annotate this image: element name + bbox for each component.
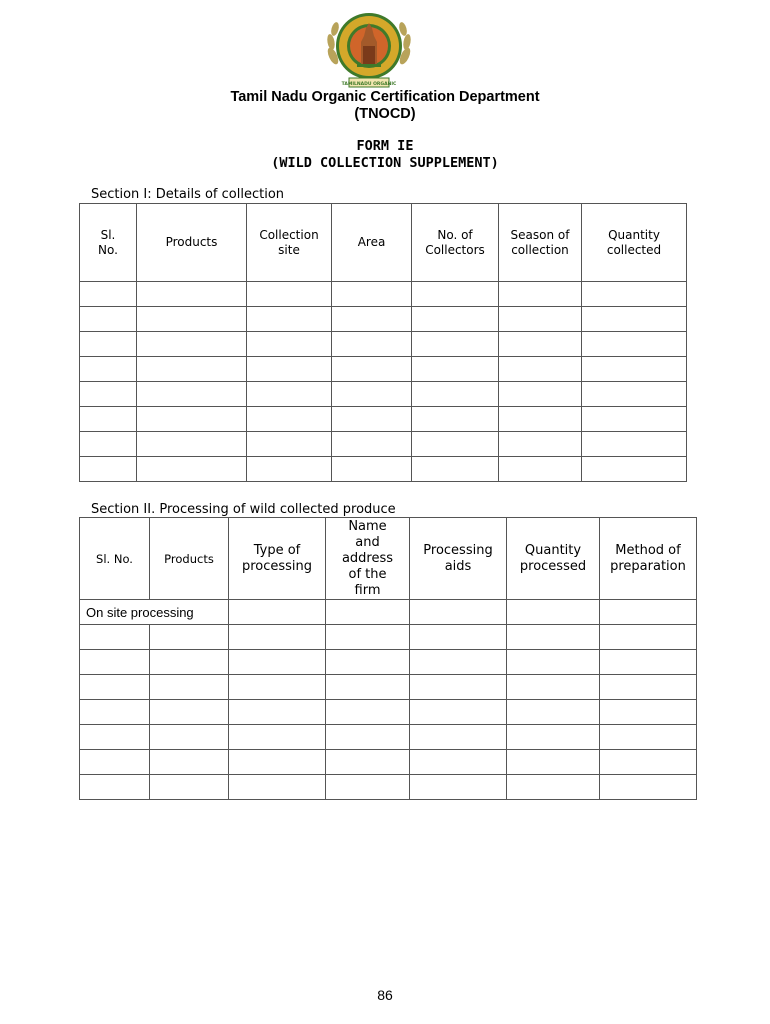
table-cell[interactable]	[229, 600, 326, 625]
table-row	[80, 457, 687, 482]
table-cell[interactable]	[600, 750, 697, 775]
column-header-text: address	[341, 550, 394, 566]
table-cell[interactable]	[229, 725, 326, 750]
table-cell[interactable]	[150, 750, 229, 775]
logo-caption: TAMILNADU ORGANIC	[341, 82, 397, 87]
table-cell[interactable]	[137, 357, 247, 382]
collection-body	[80, 282, 687, 482]
table-cell[interactable]	[507, 625, 600, 650]
table-cell[interactable]	[410, 775, 507, 800]
column-header-text: Products	[164, 551, 214, 566]
table-cell[interactable]	[326, 700, 410, 725]
table-cell[interactable]	[582, 457, 687, 482]
table-cell[interactable]	[80, 725, 150, 750]
table-cell[interactable]	[412, 282, 499, 307]
table-cell[interactable]	[229, 750, 326, 775]
processing-body	[80, 600, 697, 800]
table-row	[80, 700, 697, 725]
table-cell[interactable]	[412, 332, 499, 357]
table-cell[interactable]	[80, 750, 150, 775]
table-cell[interactable]	[80, 382, 137, 407]
table-cell[interactable]	[507, 700, 600, 725]
table-cell[interactable]	[412, 432, 499, 457]
column-header-text: Sl. No.	[96, 551, 133, 566]
table-cell[interactable]	[247, 457, 332, 482]
column-header	[247, 204, 332, 282]
table-row	[80, 282, 687, 307]
column-header-text: aids	[444, 558, 472, 574]
table-cell[interactable]	[410, 675, 507, 700]
table-cell[interactable]	[247, 282, 332, 307]
column-header	[229, 518, 326, 600]
table-cell[interactable]	[582, 357, 687, 382]
page-number: 86	[377, 987, 393, 1003]
column-header-text: Season of	[510, 227, 570, 242]
table-cell[interactable]	[247, 357, 332, 382]
table-cell[interactable]	[507, 650, 600, 675]
column-header	[410, 518, 507, 600]
table-row	[80, 775, 697, 800]
table-cell[interactable]	[507, 675, 600, 700]
table-cell[interactable]	[137, 407, 247, 432]
column-header-text: Collectors	[425, 242, 485, 257]
org-abbr: (TNOCD)	[354, 106, 416, 122]
column-header-text: Area	[357, 235, 386, 249]
column-header	[582, 204, 687, 282]
table-cell[interactable]	[247, 307, 332, 332]
column-header-text: Processing	[423, 542, 493, 558]
onsite-row	[80, 600, 697, 625]
table-cell[interactable]	[326, 775, 410, 800]
table-row	[80, 407, 687, 432]
tnocd-logo	[323, 10, 415, 90]
column-header	[499, 204, 582, 282]
table-cell[interactable]	[80, 307, 137, 332]
processing-header-row	[80, 518, 697, 600]
table-cell[interactable]	[150, 700, 229, 725]
table-cell[interactable]	[332, 382, 412, 407]
table-cell[interactable]	[80, 675, 150, 700]
collection-table	[79, 203, 687, 482]
table-cell[interactable]	[247, 382, 332, 407]
table-cell[interactable]	[326, 650, 410, 675]
column-header	[150, 518, 229, 600]
table-cell[interactable]	[410, 700, 507, 725]
table-cell[interactable]	[412, 307, 499, 332]
table-cell[interactable]	[412, 357, 499, 382]
table-cell[interactable]	[150, 775, 229, 800]
table-row	[80, 382, 687, 407]
table-cell[interactable]	[600, 625, 697, 650]
column-header-text: Sl.	[100, 227, 116, 242]
table-row	[80, 307, 687, 332]
table-cell[interactable]	[332, 407, 412, 432]
table-cell[interactable]	[137, 282, 247, 307]
column-header	[332, 204, 412, 282]
table-cell[interactable]	[229, 775, 326, 800]
table-cell[interactable]	[499, 432, 582, 457]
table-cell[interactable]	[326, 625, 410, 650]
form-title: FORM IE	[356, 138, 414, 154]
table-cell[interactable]	[499, 357, 582, 382]
form-subtitle: (WILD COLLECTION SUPPLEMENT)	[271, 155, 499, 171]
column-header-text: Quantity	[608, 227, 660, 242]
column-header	[137, 204, 247, 282]
table-cell[interactable]	[412, 382, 499, 407]
column-header-text: No.	[98, 242, 118, 257]
table-cell[interactable]	[332, 307, 412, 332]
table-cell[interactable]	[150, 650, 229, 675]
column-header-text: No. of	[437, 227, 473, 242]
table-cell[interactable]	[80, 282, 137, 307]
table-cell[interactable]	[410, 650, 507, 675]
table-row	[80, 725, 697, 750]
table-row	[80, 357, 687, 382]
table-cell[interactable]	[150, 675, 229, 700]
table-cell[interactable]	[499, 382, 582, 407]
column-header	[80, 204, 137, 282]
table-row	[80, 625, 697, 650]
column-header	[326, 518, 410, 600]
table-cell[interactable]	[410, 750, 507, 775]
table-row	[80, 432, 687, 457]
table-cell[interactable]	[137, 382, 247, 407]
table-cell[interactable]	[582, 332, 687, 357]
table-cell[interactable]	[137, 332, 247, 357]
table-row	[80, 650, 697, 675]
table-cell[interactable]	[499, 332, 582, 357]
column-header-text: preparation	[610, 558, 686, 574]
onsite-label: On site processing	[80, 600, 229, 625]
column-header-text: Type of	[253, 542, 301, 558]
column-header-text: Quantity	[524, 542, 582, 558]
table-cell[interactable]	[410, 600, 507, 625]
collection-header-row	[80, 204, 687, 282]
table-cell[interactable]	[150, 625, 229, 650]
table-cell[interactable]	[247, 432, 332, 457]
table-cell[interactable]	[332, 357, 412, 382]
column-header-text: site	[278, 242, 300, 257]
table-cell[interactable]	[600, 650, 697, 675]
table-cell[interactable]	[80, 432, 137, 457]
table-cell[interactable]	[332, 457, 412, 482]
section1-title: Section I: Details of collection	[91, 187, 285, 202]
table-cell[interactable]	[499, 407, 582, 432]
table-cell[interactable]	[332, 282, 412, 307]
table-cell[interactable]	[247, 332, 332, 357]
table-row	[80, 750, 697, 775]
table-cell[interactable]	[412, 457, 499, 482]
column-header-text: processing	[241, 558, 313, 574]
table-cell[interactable]	[247, 407, 332, 432]
table-cell[interactable]	[600, 675, 697, 700]
table-cell[interactable]	[80, 625, 150, 650]
table-cell[interactable]	[332, 432, 412, 457]
column-header-text: of the	[348, 566, 387, 582]
table-cell[interactable]	[600, 600, 697, 625]
table-row	[80, 332, 687, 357]
table-cell[interactable]	[600, 725, 697, 750]
column-header-text: Method of	[615, 542, 681, 558]
table-cell[interactable]	[137, 432, 247, 457]
table-cell[interactable]	[150, 725, 229, 750]
table-cell[interactable]	[582, 382, 687, 407]
column-header-text: processed	[519, 558, 587, 574]
table-cell[interactable]	[507, 600, 600, 625]
table-cell[interactable]	[600, 700, 697, 725]
table-cell[interactable]	[229, 625, 326, 650]
column-header	[80, 518, 150, 600]
table-cell[interactable]	[600, 775, 697, 800]
column-header	[412, 204, 499, 282]
table-cell[interactable]	[80, 357, 137, 382]
column-header	[507, 518, 600, 600]
table-cell[interactable]	[137, 457, 247, 482]
table-cell[interactable]	[582, 407, 687, 432]
table-cell[interactable]	[137, 307, 247, 332]
table-cell[interactable]	[229, 675, 326, 700]
table-cell[interactable]	[412, 407, 499, 432]
processing-table	[79, 517, 697, 800]
table-cell[interactable]	[229, 700, 326, 725]
org-name: Tamil Nadu Organic Certification Department	[230, 89, 540, 105]
table-cell[interactable]	[326, 750, 410, 775]
column-header-text: Collection	[259, 227, 319, 242]
table-cell[interactable]	[499, 307, 582, 332]
table-cell[interactable]	[582, 307, 687, 332]
table-cell[interactable]	[499, 457, 582, 482]
table-cell[interactable]	[80, 332, 137, 357]
column-header-text: collection	[511, 242, 569, 257]
table-cell[interactable]	[410, 725, 507, 750]
column-header-text: firm	[354, 582, 381, 598]
table-cell[interactable]	[507, 775, 600, 800]
column-header-text: collected	[606, 242, 662, 257]
table-cell[interactable]	[332, 332, 412, 357]
column-header-text: and	[355, 534, 380, 550]
table-cell[interactable]	[410, 625, 507, 650]
table-cell[interactable]	[582, 282, 687, 307]
table-cell[interactable]	[507, 750, 600, 775]
column-header	[600, 518, 697, 600]
table-cell[interactable]	[80, 407, 137, 432]
table-row	[80, 675, 697, 700]
table-cell[interactable]	[326, 675, 410, 700]
table-cell[interactable]	[80, 457, 137, 482]
table-cell[interactable]	[582, 432, 687, 457]
table-cell[interactable]	[326, 725, 410, 750]
table-cell[interactable]	[229, 650, 326, 675]
table-cell[interactable]	[80, 775, 150, 800]
column-header-text: Products	[165, 235, 218, 249]
table-cell[interactable]	[507, 725, 600, 750]
table-cell[interactable]	[499, 282, 582, 307]
table-cell[interactable]	[80, 650, 150, 675]
section2-title: Section II. Processing of wild collected produce	[91, 502, 396, 517]
table-cell[interactable]	[80, 700, 150, 725]
column-header-text: Name	[348, 518, 387, 534]
table-cell[interactable]	[326, 600, 410, 625]
